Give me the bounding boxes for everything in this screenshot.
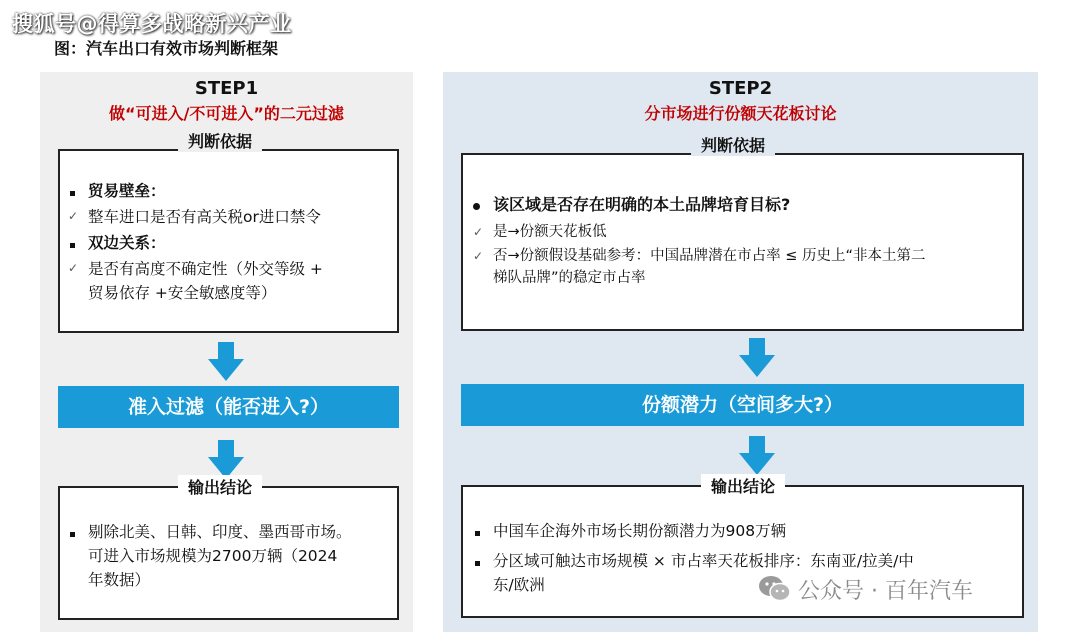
wechat-watermark xyxy=(758,572,1058,606)
output-line: 分区域可触达市场规模 × 市占率天花板排序：东南亚/拉美/中 xyxy=(493,552,914,570)
step2-criteria-label: 判断依据 xyxy=(691,133,775,156)
source-watermark: 搜狐号@得算多战略新兴产业 xyxy=(12,12,292,36)
square-bullet-icon xyxy=(70,191,75,196)
down-arrow-icon xyxy=(739,436,775,476)
step1-subtitle: 做“可进入/不可进入”的二元过滤 xyxy=(109,104,344,123)
step2-output-label: 输出结论 xyxy=(701,474,785,497)
down-arrow-icon xyxy=(208,440,244,480)
square-bullet-icon xyxy=(70,243,75,248)
square-bullet-icon xyxy=(475,531,480,536)
output-line: 中国车企海外市场长期份额潜力为908万辆 xyxy=(493,522,787,540)
output-line: 可进入市场规模为2700万辆（2024 xyxy=(88,547,338,565)
step2-no-line: 梯队品牌”的稳定市占率 xyxy=(493,270,646,286)
step1-output-label: 输出结论 xyxy=(178,475,262,498)
check-icon: ✓ xyxy=(473,225,484,239)
step2-no-line: 否→份额假设基础参考：中国品牌潜在市占率 ≤ 历史上“非本土第二 xyxy=(493,248,926,264)
check-icon: ✓ xyxy=(68,261,79,275)
output-line: 剔除北美、日韩、印度、墨西哥市场。 xyxy=(88,523,352,541)
step1-output-box xyxy=(58,478,399,620)
step1-title: STEP1 xyxy=(194,78,259,99)
output-line: 年数据） xyxy=(88,571,151,589)
square-bullet-icon xyxy=(70,532,75,537)
figure-title: 图：汽车出口有效市场判断框架 xyxy=(54,39,279,58)
step1-filter-band: 准入过滤（能否进入?） xyxy=(58,386,399,428)
criterion-detail: 整车进口是否有高关税or进口禁令 xyxy=(88,208,321,226)
step1-panel xyxy=(40,72,413,632)
round-bullet-icon xyxy=(473,203,480,210)
down-arrow-icon xyxy=(208,342,244,382)
step1-criteria-box xyxy=(58,132,399,333)
step2-question: 该区域是否存在明确的本土品牌培育目标? xyxy=(493,195,791,214)
check-icon: ✓ xyxy=(68,209,79,223)
square-bullet-icon xyxy=(475,561,480,566)
step1-criteria-label: 判断依据 xyxy=(178,129,262,152)
criterion-heading: 贸易壁垒： xyxy=(88,182,166,200)
step2-subtitle: 分市场进行份额天花板讨论 xyxy=(644,104,837,123)
criterion-detail-line: 贸易依存 +安全敏感度等） xyxy=(88,284,277,302)
criterion-heading: 双边关系： xyxy=(88,234,166,252)
output-line: 东/欧洲 xyxy=(493,576,545,594)
wechat-icon xyxy=(758,574,792,604)
down-arrow-icon xyxy=(739,338,775,378)
step2-potential-band: 份额潜力（空间多大?） xyxy=(461,384,1024,426)
step2-yes: 是→份额天花板低 xyxy=(493,224,607,240)
watermark-text: 公众号 · 百年汽车 xyxy=(798,579,973,604)
check-icon: ✓ xyxy=(473,249,484,263)
criterion-detail-line: 是否有高度不确定性（外交等级 + xyxy=(88,260,323,278)
step2-panel xyxy=(443,72,1038,632)
step2-title: STEP2 xyxy=(708,78,773,99)
step2-criteria-box xyxy=(461,136,1024,331)
